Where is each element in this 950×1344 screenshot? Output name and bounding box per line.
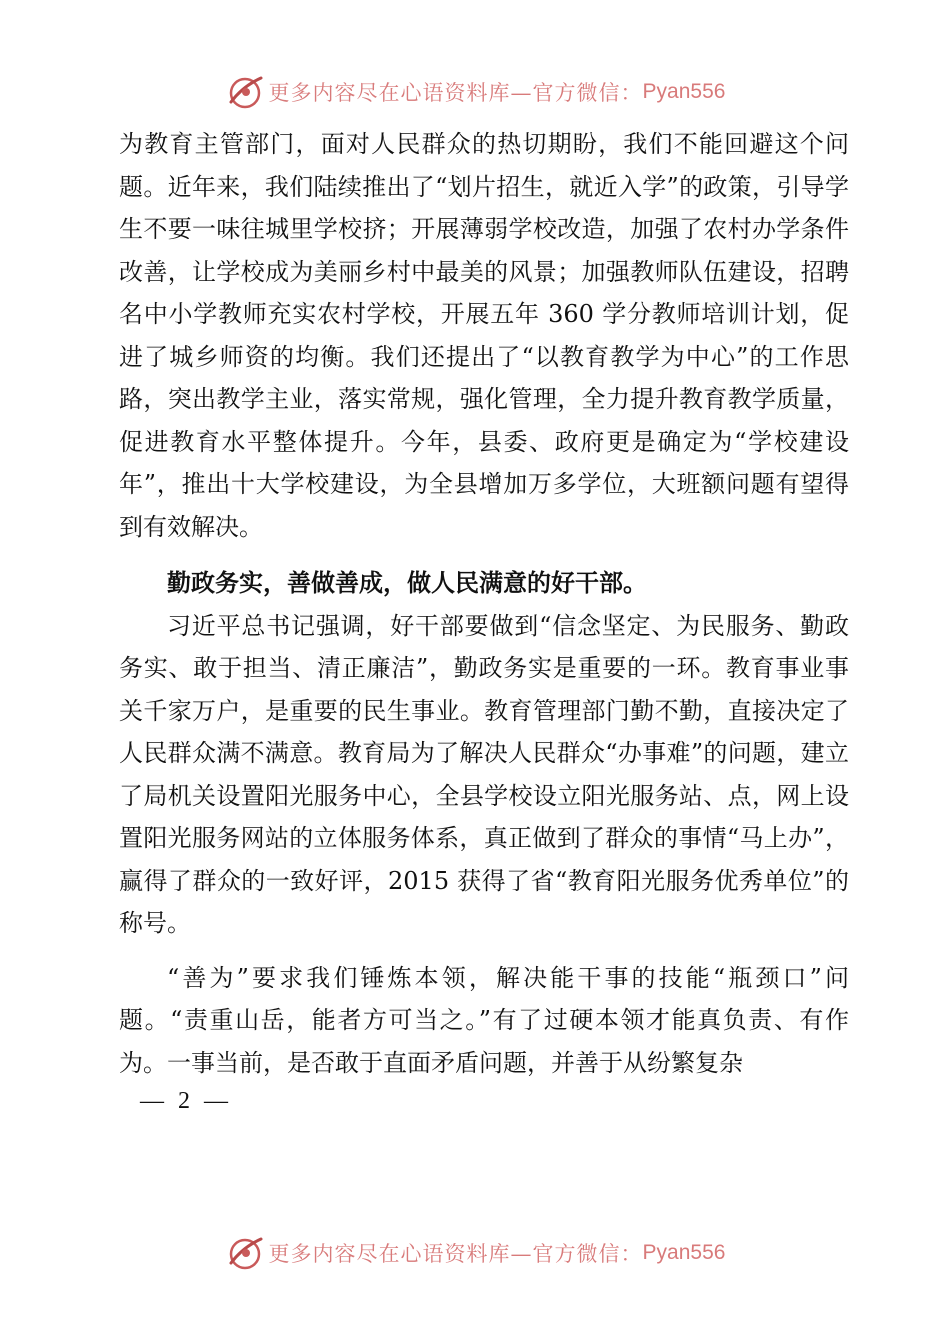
watermark-wechat-id: Pyan556 [642,80,726,103]
header-watermark [0,72,950,112]
footer-watermark [0,1233,950,1273]
page-number: — 2 — [140,1088,232,1114]
paragraph-1: 为教育主管部门，面对人民群众的热切期盼，我们不能回避这个问题。近年来，我们陆续推出了“划片招生，就近入学”的政策，引导学生不要一味往城里学校挤；开展薄弱学校改造，加强了农村办学条件改善，让学校成为美丽乡村中最美的风景；加强教师队伍建设，招聘 名中小学教师充实农村学校，开展五年 360 学分教师培训计划，促进了城乡师资的均衡。我们还提出了“以教育教学为中心”的工作思路，突出教学主业，落实常规，强化管理，全力提升教育教学质量，促进教育水平整体提升。今年，县委、政府更是确定为“学校建设年”，推出十大学校建设，为全县增加万多学位，大班额问题有望得到有效解决。 [119,130,849,541]
watermark-text: 更多内容尽在心语资料库—官方微信： [268,1242,643,1266]
watermark-wechat-id: Pyan556 [642,1241,726,1264]
brush-logo-icon [225,1233,265,1273]
section-heading: 勤政务实，善做善成，做人民满意的好干部。 [167,569,647,597]
brush-logo-icon [225,72,265,112]
paragraph-3: “善为”要求我们锤炼本领，解决能干事的技能“瓶颈口”问题。“责重山岳，能者方可当之。”有了过硬本领才能真负责、有作为。一事当前，是否敢于直面矛盾问题，并善于从纷繁复杂 [119,963,849,1077]
paragraph-2: 习近平总书记强调，好干部要做到“信念坚定、为民服务、勤政务实、敢于担当、清正廉洁”，勤政务实是重要的一环。教育事业事关千家万户，是重要的民生事业。教育管理部门勤不勤，直接决定了人民群众满不满意。教育局为了解决人民群众“办事难”的问题，建立了局机关设置阳光服务中心，全县学校设立阳光服务站、点，网上设置阳光服务网站的立体服务体系，真正做到了群众的事情“马上办”，赢得了群众的一致好评，2015 获得了省“教育阳光服务优秀单位”的称号。 [119,611,849,937]
watermark-text: 更多内容尽在心语资料库—官方微信： [268,81,643,105]
document-body [119,123,849,1084]
